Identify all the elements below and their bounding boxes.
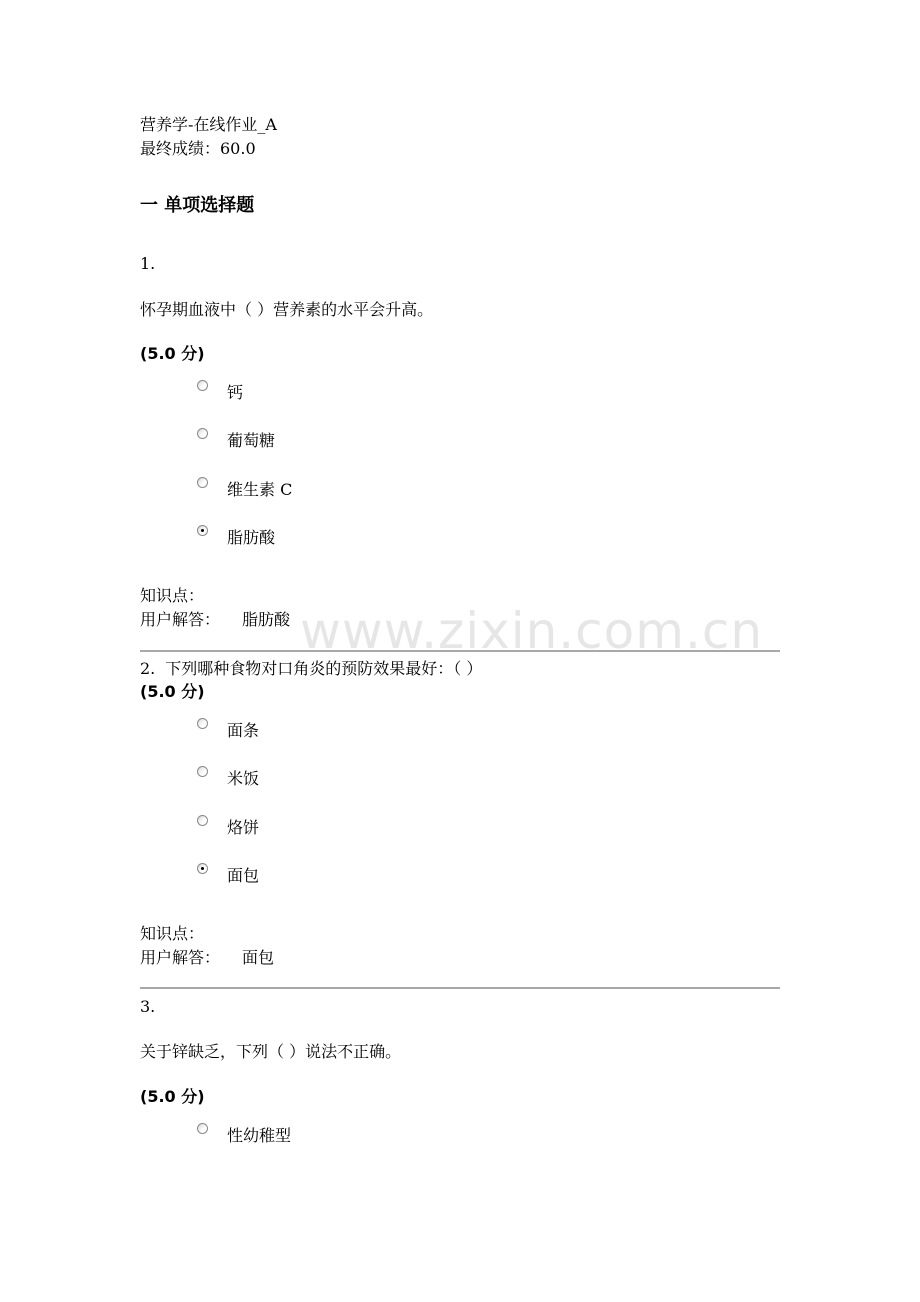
question-number: 1. bbox=[140, 254, 156, 273]
question-header bbox=[140, 661, 482, 677]
option-label: 钙 bbox=[227, 383, 244, 402]
question-number: 2. bbox=[140, 659, 156, 678]
user-answer-row bbox=[140, 612, 290, 628]
option-label: 维生素 C bbox=[227, 480, 293, 499]
question-text: 怀孕期血液中（ ）营养素的水平会升高。 bbox=[140, 300, 434, 319]
user-answer-value: 面包 bbox=[242, 948, 275, 967]
question-score: (5.0 分) bbox=[140, 682, 205, 701]
option-label: 性幼稚型 bbox=[227, 1126, 292, 1145]
option-label: 烙饼 bbox=[227, 818, 260, 837]
question-text: 下列哪种食物对口角炎的预防效果最好：（ ） bbox=[165, 659, 483, 678]
assignment-title: 营养学-在线作业_A bbox=[140, 115, 277, 134]
option-label: 米饭 bbox=[227, 769, 260, 788]
radio-button[interactable] bbox=[197, 477, 208, 488]
user-answer-label: 用户解答： bbox=[140, 610, 221, 629]
question-text: 关于锌缺乏，下列（ ）说法不正确。 bbox=[140, 1042, 402, 1061]
radio-button-selected[interactable] bbox=[197, 863, 208, 874]
final-score: 最终成绩：60.0 bbox=[140, 139, 256, 158]
option-label: 葡萄糖 bbox=[227, 431, 276, 450]
option-label: 面条 bbox=[227, 721, 260, 740]
option-label: 脂肪酸 bbox=[227, 528, 276, 547]
option-label: 面包 bbox=[227, 866, 260, 885]
radio-button[interactable] bbox=[197, 766, 208, 777]
radio-button[interactable] bbox=[197, 428, 208, 439]
question-divider bbox=[140, 650, 780, 652]
watermark: www.zixin.com.cn bbox=[300, 602, 764, 660]
user-answer-value: 脂肪酸 bbox=[242, 610, 291, 629]
question-score: (5.0 分) bbox=[140, 1087, 205, 1106]
user-answer-label: 用户解答： bbox=[140, 948, 221, 967]
radio-button[interactable] bbox=[197, 718, 208, 729]
section-title: 一 单项选择题 bbox=[140, 195, 255, 216]
question-number: 3. bbox=[140, 997, 156, 1016]
radio-button[interactable] bbox=[197, 815, 208, 826]
knowledge-point-label: 知识点： bbox=[140, 924, 205, 943]
radio-button[interactable] bbox=[197, 380, 208, 391]
radio-button[interactable] bbox=[197, 1123, 208, 1134]
radio-button-selected[interactable] bbox=[197, 525, 208, 536]
knowledge-point-label: 知识点： bbox=[140, 586, 205, 605]
user-answer-row bbox=[140, 950, 274, 966]
question-score: (5.0 分) bbox=[140, 344, 205, 363]
question-divider bbox=[140, 987, 780, 989]
